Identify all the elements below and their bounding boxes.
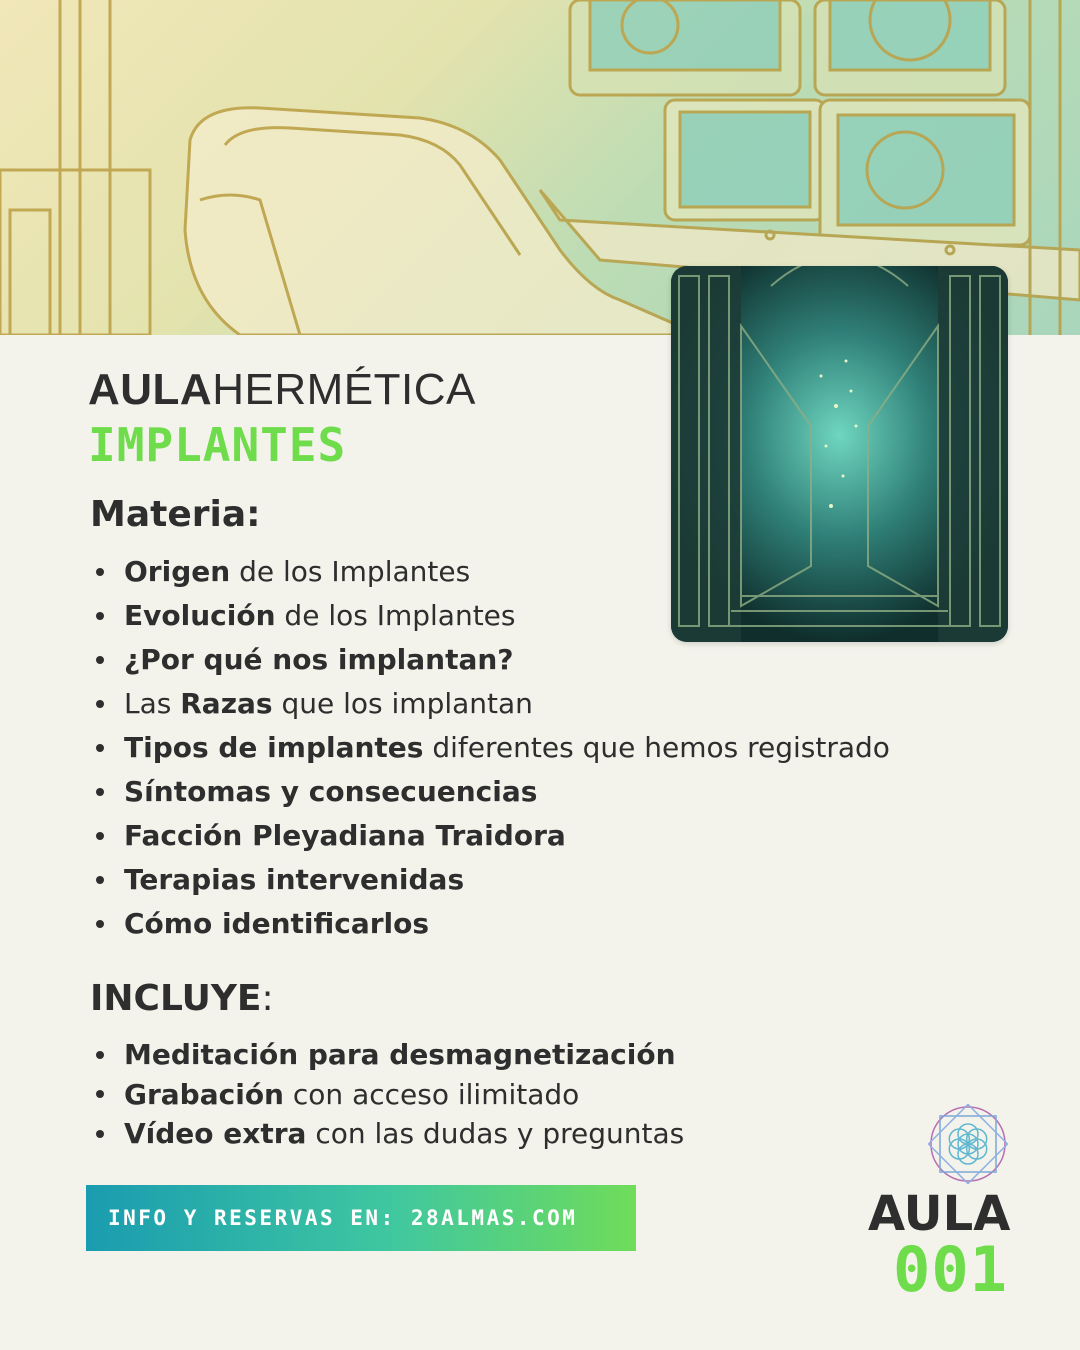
aula-word: AULA bbox=[868, 1186, 1011, 1242]
list-item bbox=[94, 638, 890, 682]
list-item bbox=[94, 682, 890, 726]
brand-title bbox=[88, 366, 476, 414]
item-text: que los implantan bbox=[272, 687, 533, 720]
item-text-pre: Las bbox=[124, 687, 181, 720]
item-bold: ¿Por qué nos implantan? bbox=[124, 643, 514, 676]
course-subject: IMPLANTES bbox=[88, 418, 347, 472]
aula-number: 001 bbox=[893, 1233, 1008, 1306]
list-item bbox=[94, 858, 890, 902]
item-bold: Tipos de implantes bbox=[124, 731, 424, 764]
incluye-heading-text: INCLUYE bbox=[90, 978, 262, 1019]
list-item bbox=[94, 814, 890, 858]
list-item bbox=[94, 726, 890, 770]
materia-list bbox=[94, 550, 890, 946]
flower-of-life-icon bbox=[928, 1104, 1008, 1189]
item-bold: Facción Pleyadiana Traidora bbox=[124, 819, 566, 852]
item-bold: Vídeo extra bbox=[124, 1117, 307, 1150]
list-item bbox=[94, 594, 890, 638]
item-text: con acceso ilimitado bbox=[284, 1077, 580, 1111]
item-bold: Meditación para desmagnetización bbox=[124, 1038, 676, 1071]
item-bold: Evolución bbox=[124, 599, 276, 632]
list-item bbox=[94, 550, 890, 594]
item-text: de los Implantes bbox=[275, 599, 516, 632]
materia-heading: Materia: bbox=[90, 494, 261, 535]
info-reservas-button[interactable] bbox=[86, 1185, 636, 1251]
incluye-heading bbox=[90, 978, 274, 1019]
brand-light: HERMÉTICA bbox=[212, 365, 476, 414]
list-item bbox=[94, 1035, 684, 1075]
list-item bbox=[94, 770, 890, 814]
incluye-heading-colon: : bbox=[261, 978, 274, 1019]
incluye-list bbox=[94, 1035, 684, 1154]
cta-label: INFO Y RESERVAS EN: 28ALMAS.COM bbox=[108, 1206, 578, 1230]
list-item bbox=[94, 902, 890, 946]
list-item bbox=[94, 1114, 684, 1154]
item-bold: Cómo identificarlos bbox=[124, 907, 430, 940]
item-text: diferentes que hemos registrado bbox=[423, 731, 890, 764]
list-item bbox=[94, 1075, 684, 1115]
item-bold: Síntomas y consecuencias bbox=[124, 775, 538, 808]
item-bold: Razas bbox=[180, 687, 273, 720]
item-text: de los Implantes bbox=[230, 555, 471, 588]
brand-bold: AULA bbox=[88, 365, 213, 414]
item-bold: Grabación bbox=[124, 1077, 284, 1111]
item-bold: Terapias intervenidas bbox=[124, 863, 465, 896]
item-text: con las dudas y preguntas bbox=[306, 1117, 685, 1150]
item-bold: Origen bbox=[124, 555, 231, 588]
